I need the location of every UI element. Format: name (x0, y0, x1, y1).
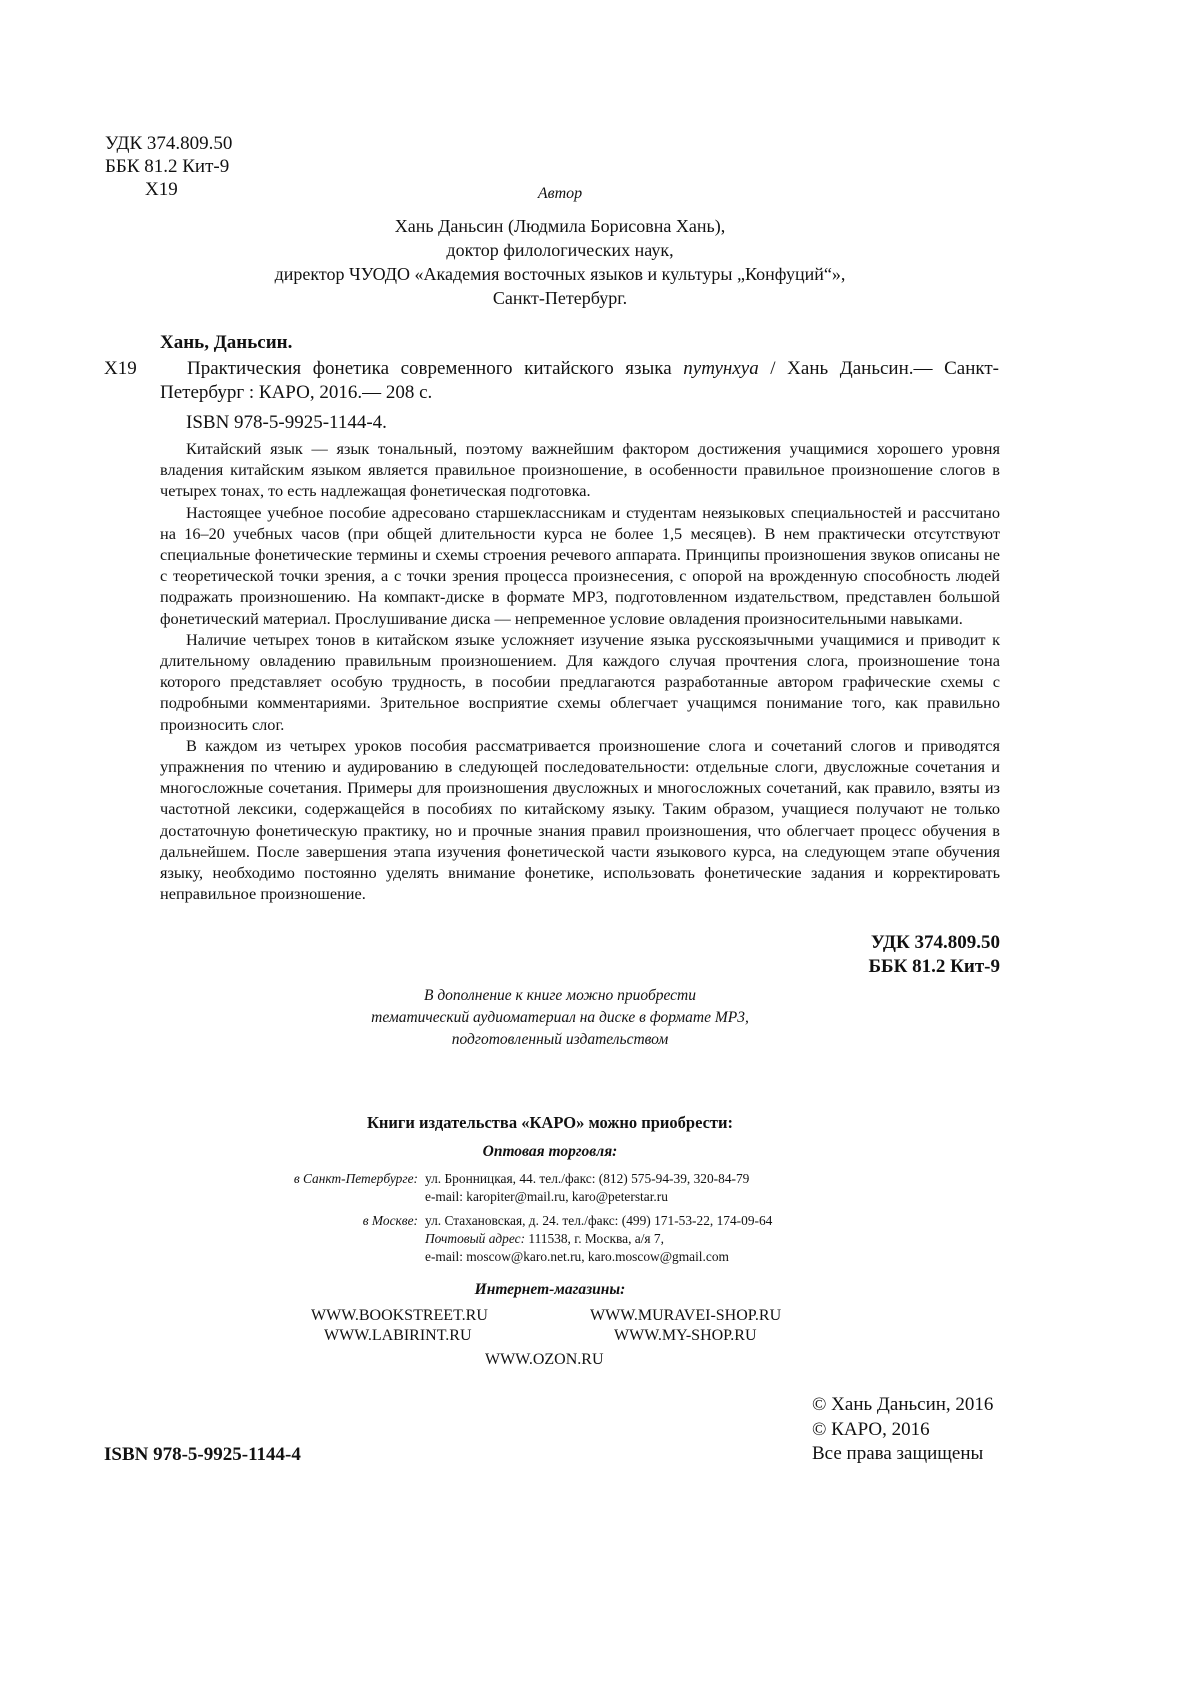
contact-spb-label: в Санкт-Петербурге: (293, 1171, 418, 1186)
contact-moscow (160, 1212, 1000, 1272)
rights-reserved: Все права защищены (812, 1443, 984, 1464)
copyright-publisher: © КАРО, 2016 (812, 1418, 930, 1440)
bibliographic-headline: Хань, Даньсин. (160, 332, 293, 353)
shop-link[interactable]: WWW.BOOKSTREET.RU (311, 1307, 488, 1324)
contact-spb (160, 1170, 1000, 1210)
classification-bottom (868, 931, 1000, 979)
audio-note-line: тематический аудиоматериал на диске в формате MP3, (371, 1009, 749, 1026)
copyright-block (812, 1393, 993, 1467)
udk-code-bottom: УДК 374.809.50 (870, 932, 1000, 953)
book-title-line-2: Петербург : КАРО, 2016.— 208 с. (160, 382, 433, 403)
isbn-bottom: ISBN 978-5-9925-1144-4 (104, 1444, 301, 1465)
contact-spb-email: e-mail: karopiter@mail.ru, karo@peterstar.ru (425, 1189, 668, 1204)
contact-moscow-label: в Москве: (362, 1213, 418, 1228)
abstract-paragraph: Настоящее учебное пособие адресовано старшеклассникам и студентам неязыковых специальностей и рассчитано на 16–20 учебных часов (при общей длительности курса не более 1,5 месяцев). В нем практически отсутствуют специальные фонетические термины и схемы строения речевого аппарата. Принципы произношения звуков описаны не с теоретической точки зрения, а с точки зрения процесса произнесения, с опорой на врожденную способность людей подражать произношению. На компакт-диске в формате MP3, подготовленном издательством, представлен большой фонетический материал. Прослушивание диска — непременное условие овладения произносительными навыками. (160, 502, 1000, 628)
shop-link[interactable]: WWW.MURAVEI-SHOP.RU (590, 1307, 782, 1324)
isbn-record: ISBN 978-5-9925-1144-4. (186, 412, 387, 433)
author-city: Санкт-Петербург. (492, 288, 628, 308)
shop-link[interactable]: WWW.LABIRINT.RU (324, 1327, 472, 1344)
author-details (160, 214, 960, 310)
title-italic: путунхуа (683, 358, 759, 379)
author-mark-code: Х19 (145, 179, 178, 200)
shop-link[interactable]: WWW.MY-SHOP.RU (614, 1327, 757, 1344)
internet-heading: Интернет-магазины: (474, 1281, 626, 1298)
book-title-line-1 (187, 357, 999, 381)
author-block (160, 183, 960, 310)
abstract (160, 438, 1000, 904)
purchase-heading: Книги издательства «КАРО» можно приобрести: (366, 1113, 734, 1132)
copyright-author: © Хань Даньсин, 2016 (812, 1394, 994, 1415)
audio-note (160, 985, 960, 1051)
author-heading: Автор (537, 185, 583, 202)
abstract-paragraph: Китайский язык — язык тональный, поэтому важнейшим фактором достижения учащимися хорошего уровня владения китайским языком является правильное произношение, в особенности правильное произношение слогов в четырех тонах, то есть надлежащая фонетическая подготовка. (160, 439, 1000, 501)
abstract-paragraph: Наличие четырех тонов в китайском языке усложняет изучение языка русскоязычными учащимися и приводит к длительному овладению правильным произношением. Для каждого случая прочтения слога, произношение тона которого представляет особую трудность, в пособии предлагаются разработанные автором графические схемы с подробными комментариями. Зрительное восприятие схемы облегчает учащимся понимание того, как правильно произносить слог. (160, 629, 1000, 734)
contact-spb-lines (425, 1170, 749, 1206)
title-text: Практическия фонетика современного китайского языка (187, 358, 684, 379)
title-author: / Хань Даньсин.— Санкт- (758, 358, 999, 379)
contact-moscow-email: e-mail: moscow@karo.net.ru, karo.moscow@gmail.com (425, 1249, 729, 1264)
author-position: директор ЧУОДО «Академия восточных языков и культуры „Конфуций“», (274, 264, 846, 284)
wholesale-heading: Оптовая торговля: (482, 1143, 618, 1160)
bbk-code-bottom: ББК 81.2 Кит-9 (868, 956, 1000, 977)
audio-note-line: подготовленный издательством (451, 1031, 669, 1048)
contact-moscow-address: ул. Стахановская, д. 24. тел./факс: (499) 171-53-22, 174-09-64 (425, 1213, 773, 1228)
contact-moscow-postal (425, 1230, 772, 1248)
bibliographic-code: Х19 (104, 358, 137, 379)
udk-code: УДК 374.809.50 (105, 133, 233, 154)
shop-link[interactable]: WWW.OZON.RU (485, 1351, 604, 1368)
postal-label: Почтовый адрес: (425, 1231, 526, 1246)
author-name: Хань Даньсин (Людмила Борисовна Хань), (394, 216, 726, 236)
bbk-code: ББК 81.2 Кит-9 (105, 156, 230, 177)
audio-note-line: В дополнение к книге можно приобрести (423, 987, 696, 1004)
author-degree: доктор филологических наук, (446, 240, 674, 260)
abstract-paragraph: В каждом из четырех уроков пособия рассматривается произношение слога и сочетаний слогов и приводятся упражнения по чтению и аудированию в следующей последовательности: отдельные слоги, двусложные сочетания и многосложные сочетания. Примеры для произношения двусложных и многосложных сочетаний, как правило, взяты из частотной лексики, содержащейся в пособиях по китайскому языку. Таким образом, учащиеся получают не только достаточную фонетическую практику, но и прочные знания правил произношения, что облегчает процесс обучения в дальнейшем. После завершения этапа изучения фонетической части языкового курса, на следующем этапе обучения языку, необходимо постоянно уделять внимание фонетике, использовать фонетические задания и корректировать неправильное произношение. (160, 735, 1000, 904)
postal-value: 111538, г. Москва, а/я 7, (525, 1231, 664, 1246)
contact-moscow-lines (425, 1212, 772, 1266)
contact-spb-address: ул. Бронницкая, 44. тел./факс: (812) 575-94-39, 320-84-79 (425, 1171, 750, 1186)
